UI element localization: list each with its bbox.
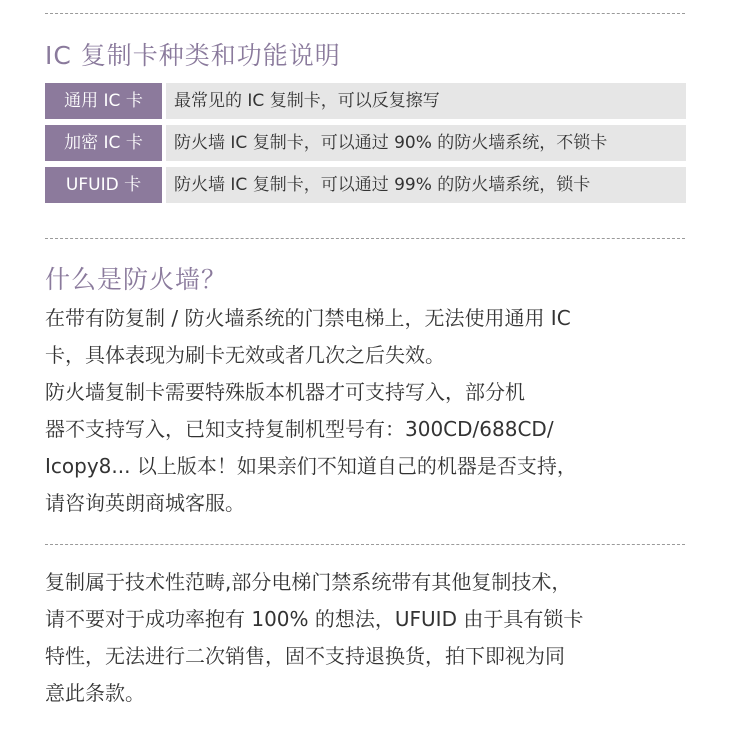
firewall-text-line: 在带有防复制 / 防火墙系统的门禁电梯上，无法使用通用 IC — [45, 306, 571, 330]
divider-bottom — [45, 544, 685, 545]
section-title-firewall: 什么是防火墙？ — [45, 265, 228, 294]
card-type-desc: 防火墙 IC 复制卡，可以通过 90% 的防火墙系统，不锁卡 — [166, 125, 686, 161]
card-type-row-ufuid — [45, 167, 686, 203]
card-type-row-encrypted — [45, 125, 686, 161]
firewall-text-line: 请咨询英朗商城客服。 — [45, 491, 245, 515]
card-type-tag: UFUID 卡 — [45, 167, 162, 203]
card-type-desc: 最常见的 IC 复制卡，可以反复擦写 — [166, 83, 686, 119]
disclaimer-text-line: 意此条款。 — [45, 681, 145, 705]
card-type-tag: 加密 IC 卡 — [45, 125, 162, 161]
disclaimer-text-line: 复制属于技术性范畴,部分电梯门禁系统带有其他复制技术， — [45, 570, 572, 594]
firewall-text-line: 卡，具体表现为刷卡无效或者几次之后失效。 — [45, 343, 445, 367]
firewall-text-line: 器不支持写入，已知支持复制机型号有：300CD/688CD/ — [45, 417, 554, 441]
divider-middle — [45, 238, 685, 239]
disclaimer-text-line: 特性，无法进行二次销售，固不支持退换货，拍下即视为同 — [45, 644, 565, 668]
firewall-text-line: Icopy8... 以上版本！如果亲们不知道自己的机器是否支持， — [45, 454, 577, 478]
disclaimer-text-line: 请不要对于成功率抱有 100% 的想法，UFUID 由于具有锁卡 — [45, 607, 584, 631]
card-type-row-generic — [45, 83, 686, 119]
divider-top — [45, 13, 685, 14]
section-title-card-types: IC 复制卡种类和功能说明 — [45, 41, 341, 70]
card-type-tag: 通用 IC 卡 — [45, 83, 162, 119]
firewall-text-line: 防火墙复制卡需要特殊版本机器才可支持写入，部分机 — [45, 380, 525, 404]
card-type-desc: 防火墙 IC 复制卡，可以通过 99% 的防火墙系统，锁卡 — [166, 167, 686, 203]
